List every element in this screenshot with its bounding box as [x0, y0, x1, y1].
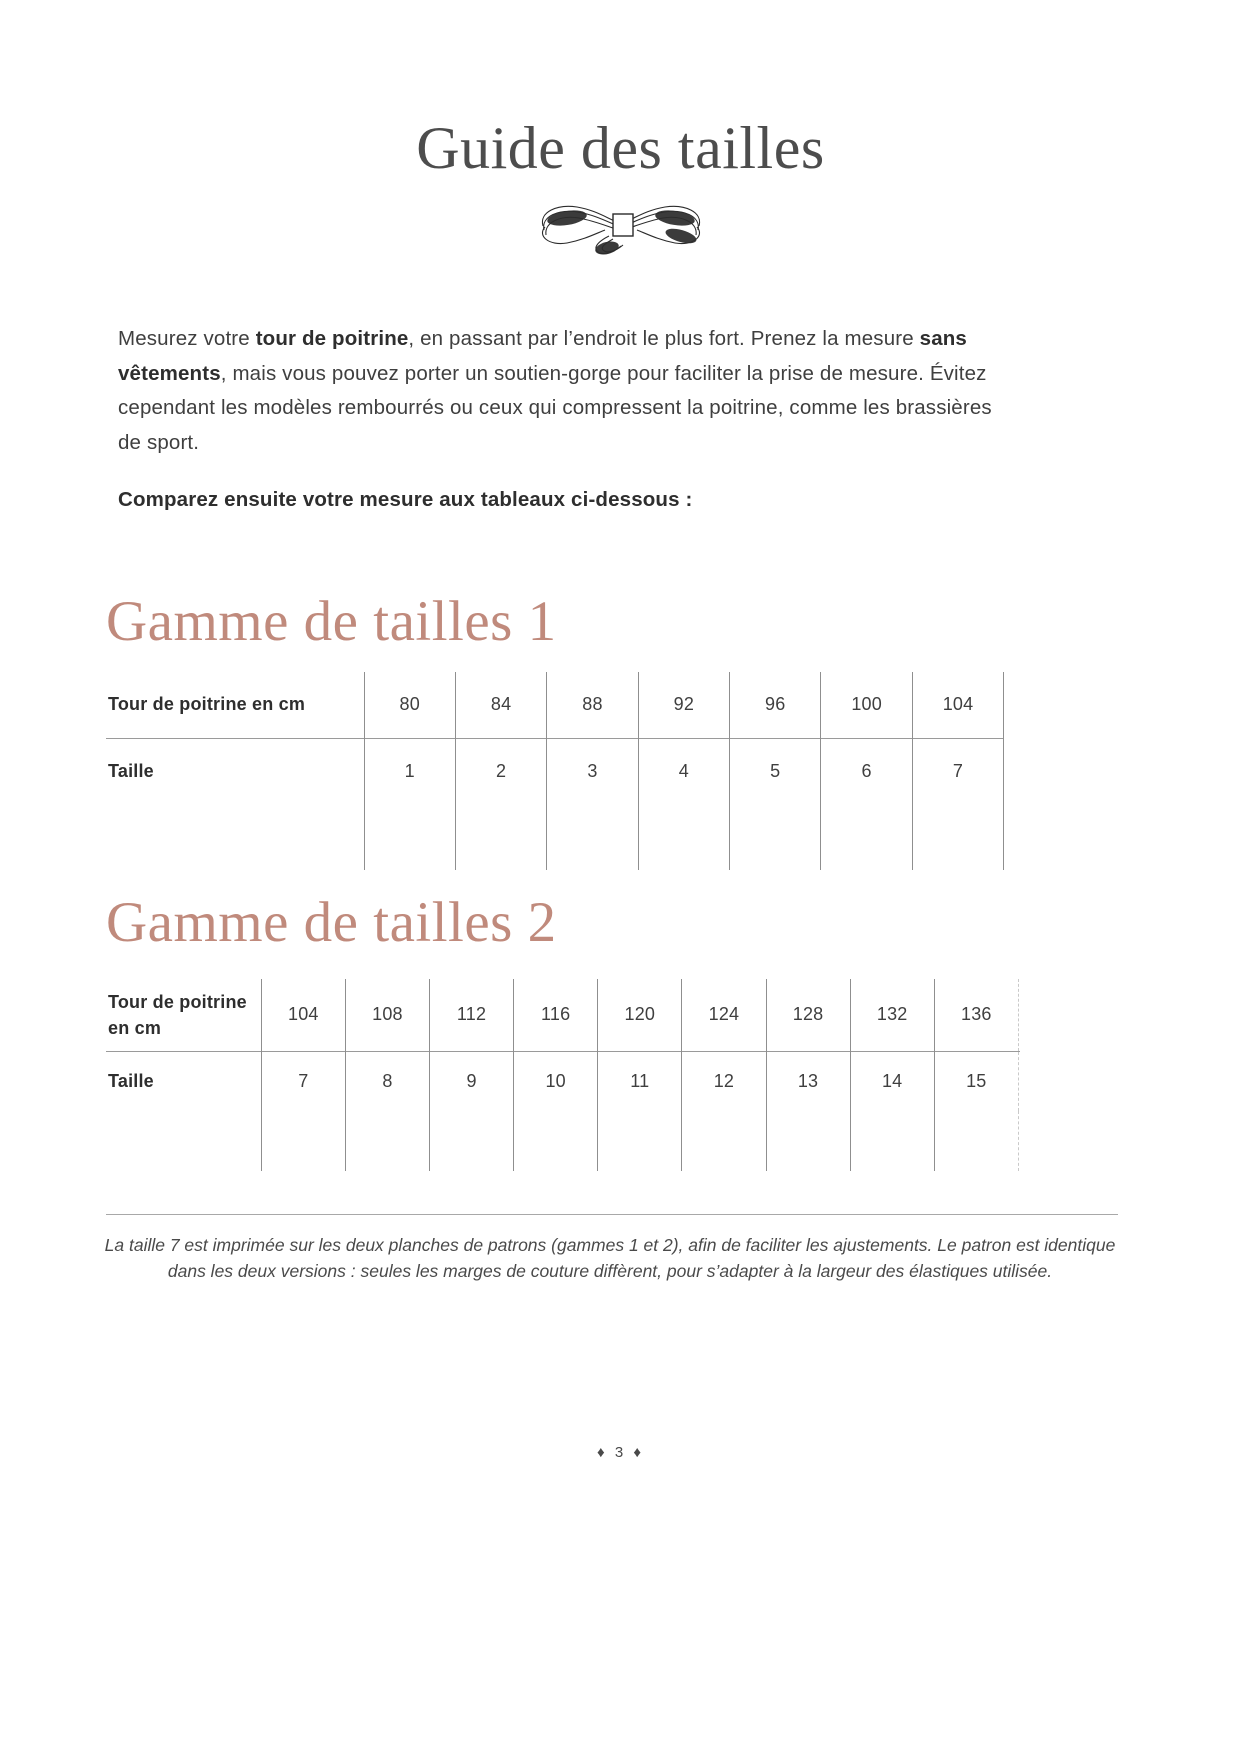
bust-cell: 88: [547, 672, 638, 738]
size-cell: 2: [455, 738, 546, 804]
size-cell: 14: [850, 1051, 934, 1111]
stub-label: [106, 1111, 261, 1171]
stub-cell: [638, 804, 729, 870]
stub-cell: [821, 804, 912, 870]
table-rule-extension: [106, 1111, 1019, 1171]
bust-cell: 120: [598, 979, 682, 1051]
stub-cell: [455, 804, 546, 870]
row-label-bust-1: Tour de poitrine en cm: [108, 694, 306, 715]
size-cell: 1: [364, 738, 455, 804]
size-cell: 13: [766, 1051, 850, 1111]
table-row: [106, 1051, 1019, 1111]
bust-cell: 132: [850, 979, 934, 1051]
row-label-bust-2: Tour de poitrine en cm: [108, 991, 247, 1038]
intro-paragraph: [118, 322, 998, 460]
stub-cell: [766, 1111, 850, 1171]
bust-cell: 84: [455, 672, 546, 738]
size-cell: 4: [638, 738, 729, 804]
size-cell: 5: [730, 738, 821, 804]
compare-instruction: Comparez ensuite votre mesure aux tableaux ci-dessous :: [118, 488, 693, 511]
stub-cell: [547, 804, 638, 870]
page-title: Guide des tailles: [416, 115, 825, 181]
table-row: [106, 979, 1019, 1051]
size-cell: 11: [598, 1051, 682, 1111]
stub-cell: [934, 1111, 1018, 1171]
table-right-edge: [1018, 1051, 1019, 1111]
intro-text-part3: , mais vous pouvez porter un soutien-gorge pour faciliter la prise de mesure. Évitez cependant les modèles rembourrés ou ceux qui compressent la poitrine, comme les brassières de sport.: [118, 361, 992, 454]
stub-cell: [730, 804, 821, 870]
size-cell: 3: [547, 738, 638, 804]
intro-text-part2: , en passant par l’endroit le plus fort. Prenez la mesure: [408, 327, 920, 350]
footnote-text: La taille 7 est imprimée sur les deux planches de patrons (gammes 1 et 2), afin de faciliter les ajustements. Le patron est identique dans les deux versions : seules les marges de couture diffèrent, pour s’adapter à la largeur des élastiques utilisée.: [104, 1235, 1116, 1281]
bust-cell: 92: [638, 672, 729, 738]
size-cell: 6: [821, 738, 912, 804]
stub-cell: [912, 804, 1003, 870]
size-cell: 7: [261, 1051, 345, 1111]
stub-cell: [850, 1111, 934, 1171]
size-cell: 15: [934, 1051, 1018, 1111]
size-cell: 10: [514, 1051, 598, 1111]
intro-bold-noclothes: sans vêtements: [118, 327, 967, 385]
bust-cell: 116: [514, 979, 598, 1051]
table-row: [106, 738, 1004, 804]
range-1-heading: Gamme de tailles 1: [106, 590, 557, 653]
rope-bundle-illustration-wrapper: [0, 196, 1241, 258]
bust-cell: 108: [345, 979, 429, 1051]
table-row: [106, 672, 1004, 738]
size-table-range-1: [106, 672, 1004, 870]
bust-cell: 124: [682, 979, 766, 1051]
stub-cell: [598, 1111, 682, 1171]
table-right-edge: [1004, 738, 1005, 804]
size-cell: 8: [345, 1051, 429, 1111]
stub-cell: [430, 1111, 514, 1171]
size-cell: 7: [912, 738, 1003, 804]
rope-bundle-icon: [531, 196, 711, 258]
bust-cell: 104: [261, 979, 345, 1051]
intro-bold-bust: tour de poitrine: [255, 327, 409, 350]
bust-cell: 104: [912, 672, 1003, 738]
stub-cell: [345, 1111, 429, 1171]
stub-cell: [682, 1111, 766, 1171]
stub-label: [106, 804, 364, 870]
stub-cell: [364, 804, 455, 870]
bust-cell: 100: [821, 672, 912, 738]
size-cell: 12: [682, 1051, 766, 1111]
table-right-edge: [1004, 804, 1005, 870]
row-label-size-1: Taille: [106, 738, 364, 804]
table-right-edge: [1004, 672, 1005, 738]
bust-cell: 112: [430, 979, 514, 1051]
stub-cell: [261, 1111, 345, 1171]
page-number: ♦ 3 ♦: [597, 1444, 644, 1461]
table-rule-extension: [106, 804, 1004, 870]
footer-divider: [106, 1214, 1118, 1215]
bust-cell: 128: [766, 979, 850, 1051]
size-table-range-2: [106, 979, 1019, 1171]
bust-cell: 80: [364, 672, 455, 738]
range-2-heading: Gamme de tailles 2: [106, 891, 557, 954]
table-right-edge: [1018, 1111, 1019, 1171]
size-cell: 9: [430, 1051, 514, 1111]
stub-cell: [514, 1111, 598, 1171]
intro-text-part1: Mesurez votre: [118, 327, 256, 350]
bust-cell: 96: [730, 672, 821, 738]
table-right-edge: [1018, 979, 1019, 1051]
bust-cell: 136: [934, 979, 1018, 1051]
row-label-size-2: Taille: [106, 1051, 261, 1111]
